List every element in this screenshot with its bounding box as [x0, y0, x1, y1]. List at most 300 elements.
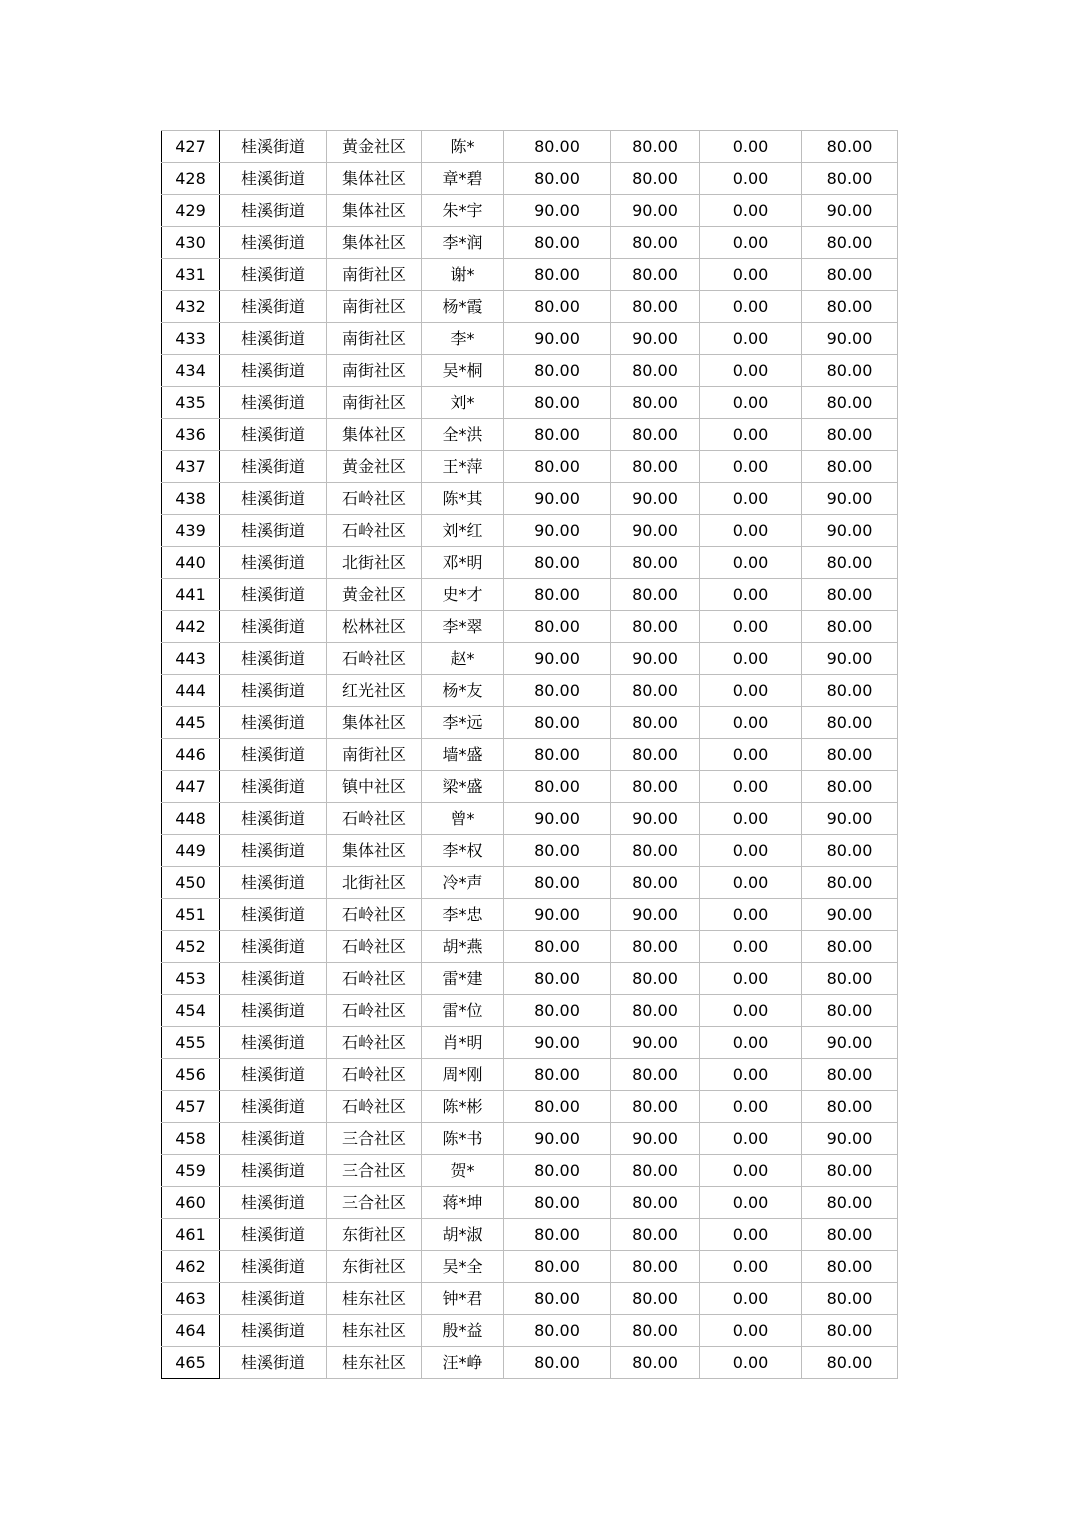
community-cell: 石岭社区 — [327, 995, 422, 1027]
row-number-cell: 437 — [162, 451, 220, 483]
street-cell: 桂溪街道 — [220, 163, 327, 195]
amount-cell: 90.00 — [802, 1123, 898, 1155]
amount-cell: 80.00 — [611, 867, 700, 899]
amount-cell: 80.00 — [611, 163, 700, 195]
amount-cell: 80.00 — [611, 1251, 700, 1283]
amount-cell: 90.00 — [802, 1027, 898, 1059]
amount-cell: 90.00 — [504, 195, 611, 227]
community-cell: 南街社区 — [327, 387, 422, 419]
table-row — [162, 515, 898, 547]
name-cell: 章*碧 — [422, 163, 504, 195]
name-cell: 李*润 — [422, 227, 504, 259]
amount-cell: 80.00 — [611, 963, 700, 995]
amount-cell: 80.00 — [802, 1059, 898, 1091]
amount-cell: 80.00 — [802, 1283, 898, 1315]
community-cell: 桂东社区 — [327, 1315, 422, 1347]
row-number-cell: 465 — [162, 1347, 220, 1379]
amount-cell: 80.00 — [504, 1059, 611, 1091]
amount-cell: 90.00 — [611, 483, 700, 515]
community-cell: 石岭社区 — [327, 1027, 422, 1059]
amount-cell: 80.00 — [802, 547, 898, 579]
community-cell: 北街社区 — [327, 867, 422, 899]
amount-cell: 80.00 — [802, 611, 898, 643]
amount-cell: 80.00 — [802, 867, 898, 899]
street-cell: 桂溪街道 — [220, 1315, 327, 1347]
amount-cell: 80.00 — [802, 1315, 898, 1347]
amount-cell: 90.00 — [611, 643, 700, 675]
amount-cell: 90.00 — [504, 483, 611, 515]
name-cell: 朱*宇 — [422, 195, 504, 227]
table-row — [162, 675, 898, 707]
row-number-cell: 434 — [162, 355, 220, 387]
street-cell: 桂溪街道 — [220, 739, 327, 771]
row-number-cell: 430 — [162, 227, 220, 259]
amount-cell: 0.00 — [700, 1123, 802, 1155]
community-cell: 石岭社区 — [327, 1091, 422, 1123]
street-cell: 桂溪街道 — [220, 1187, 327, 1219]
amount-cell: 80.00 — [802, 1187, 898, 1219]
amount-cell: 0.00 — [700, 259, 802, 291]
amount-cell: 90.00 — [802, 515, 898, 547]
table-row — [162, 771, 898, 803]
row-number-cell: 459 — [162, 1155, 220, 1187]
amount-cell: 80.00 — [802, 1091, 898, 1123]
amount-cell: 80.00 — [611, 419, 700, 451]
community-cell: 石岭社区 — [327, 1059, 422, 1091]
amount-cell: 0.00 — [700, 835, 802, 867]
table-row — [162, 1283, 898, 1315]
amount-cell: 0.00 — [700, 195, 802, 227]
row-number-cell: 458 — [162, 1123, 220, 1155]
street-cell: 桂溪街道 — [220, 931, 327, 963]
amount-cell: 80.00 — [611, 675, 700, 707]
row-number-cell: 435 — [162, 387, 220, 419]
amount-cell: 80.00 — [802, 419, 898, 451]
table-row — [162, 579, 898, 611]
row-number-cell: 439 — [162, 515, 220, 547]
community-cell: 集体社区 — [327, 707, 422, 739]
street-cell: 桂溪街道 — [220, 1347, 327, 1379]
row-number-cell: 453 — [162, 963, 220, 995]
street-cell: 桂溪街道 — [220, 1027, 327, 1059]
community-cell: 南街社区 — [327, 291, 422, 323]
name-cell: 冷*声 — [422, 867, 504, 899]
table-row — [162, 1315, 898, 1347]
name-cell: 刘* — [422, 387, 504, 419]
street-cell: 桂溪街道 — [220, 355, 327, 387]
amount-cell: 90.00 — [504, 1123, 611, 1155]
street-cell: 桂溪街道 — [220, 675, 327, 707]
street-cell: 桂溪街道 — [220, 771, 327, 803]
community-cell: 集体社区 — [327, 227, 422, 259]
community-cell: 镇中社区 — [327, 771, 422, 803]
amount-cell: 80.00 — [611, 995, 700, 1027]
amount-cell: 90.00 — [802, 803, 898, 835]
amount-cell: 80.00 — [504, 259, 611, 291]
amount-cell: 80.00 — [504, 707, 611, 739]
community-cell: 南街社区 — [327, 259, 422, 291]
row-number-cell: 442 — [162, 611, 220, 643]
name-cell: 陈*书 — [422, 1123, 504, 1155]
name-cell: 陈* — [422, 131, 504, 163]
amount-cell: 80.00 — [611, 1347, 700, 1379]
name-cell: 吴*桐 — [422, 355, 504, 387]
table-row — [162, 931, 898, 963]
name-cell: 吴*全 — [422, 1251, 504, 1283]
amount-cell: 0.00 — [700, 899, 802, 931]
name-cell: 陈*其 — [422, 483, 504, 515]
street-cell: 桂溪街道 — [220, 803, 327, 835]
amount-cell: 0.00 — [700, 739, 802, 771]
amount-cell: 80.00 — [802, 1155, 898, 1187]
name-cell: 周*刚 — [422, 1059, 504, 1091]
table-row — [162, 867, 898, 899]
amount-cell: 90.00 — [802, 323, 898, 355]
row-number-cell: 438 — [162, 483, 220, 515]
name-cell: 汪*峥 — [422, 1347, 504, 1379]
row-number-cell: 461 — [162, 1219, 220, 1251]
community-cell: 石岭社区 — [327, 931, 422, 963]
community-cell: 北街社区 — [327, 547, 422, 579]
table-row — [162, 1347, 898, 1379]
amount-cell: 0.00 — [700, 675, 802, 707]
table-row — [162, 291, 898, 323]
amount-cell: 0.00 — [700, 419, 802, 451]
amount-cell: 80.00 — [504, 675, 611, 707]
amount-cell: 0.00 — [700, 387, 802, 419]
amount-cell: 0.00 — [700, 1027, 802, 1059]
amount-cell: 80.00 — [802, 963, 898, 995]
amount-cell: 80.00 — [611, 579, 700, 611]
amount-cell: 80.00 — [611, 387, 700, 419]
amount-cell: 80.00 — [504, 1219, 611, 1251]
row-number-cell: 443 — [162, 643, 220, 675]
table-row — [162, 419, 898, 451]
table-row — [162, 1059, 898, 1091]
table-row — [162, 835, 898, 867]
street-cell: 桂溪街道 — [220, 195, 327, 227]
table-row — [162, 483, 898, 515]
community-cell: 集体社区 — [327, 419, 422, 451]
row-number-cell: 450 — [162, 867, 220, 899]
amount-cell: 80.00 — [802, 163, 898, 195]
amount-cell: 80.00 — [504, 1187, 611, 1219]
amount-cell: 80.00 — [802, 579, 898, 611]
community-cell: 三合社区 — [327, 1155, 422, 1187]
amount-cell: 0.00 — [700, 1155, 802, 1187]
row-number-cell: 463 — [162, 1283, 220, 1315]
row-number-cell: 428 — [162, 163, 220, 195]
community-cell: 黄金社区 — [327, 451, 422, 483]
amount-cell: 80.00 — [611, 259, 700, 291]
amount-cell: 80.00 — [802, 835, 898, 867]
table-body — [162, 131, 898, 1379]
amount-cell: 80.00 — [802, 451, 898, 483]
community-cell: 石岭社区 — [327, 899, 422, 931]
amount-cell: 80.00 — [611, 707, 700, 739]
amount-cell: 90.00 — [611, 195, 700, 227]
community-cell: 集体社区 — [327, 163, 422, 195]
community-cell: 石岭社区 — [327, 515, 422, 547]
name-cell: 曾* — [422, 803, 504, 835]
name-cell: 王*萍 — [422, 451, 504, 483]
amount-cell: 0.00 — [700, 1283, 802, 1315]
amount-cell: 80.00 — [611, 1187, 700, 1219]
amount-cell: 80.00 — [611, 1315, 700, 1347]
name-cell: 谢* — [422, 259, 504, 291]
table-row — [162, 611, 898, 643]
row-number-cell: 427 — [162, 131, 220, 163]
amount-cell: 80.00 — [802, 131, 898, 163]
amount-cell: 0.00 — [700, 323, 802, 355]
amount-cell: 80.00 — [504, 419, 611, 451]
amount-cell: 80.00 — [802, 355, 898, 387]
row-number-cell: 441 — [162, 579, 220, 611]
street-cell: 桂溪街道 — [220, 835, 327, 867]
amount-cell: 90.00 — [611, 515, 700, 547]
name-cell: 梁*盛 — [422, 771, 504, 803]
street-cell: 桂溪街道 — [220, 611, 327, 643]
amount-cell: 0.00 — [700, 1315, 802, 1347]
table-row — [162, 227, 898, 259]
amount-cell: 0.00 — [700, 963, 802, 995]
row-number-cell: 462 — [162, 1251, 220, 1283]
community-cell: 松林社区 — [327, 611, 422, 643]
amount-cell: 80.00 — [504, 963, 611, 995]
amount-cell: 90.00 — [504, 323, 611, 355]
amount-cell: 0.00 — [700, 163, 802, 195]
amount-cell: 90.00 — [504, 1027, 611, 1059]
table-row — [162, 739, 898, 771]
row-number-cell: 455 — [162, 1027, 220, 1059]
name-cell: 胡*燕 — [422, 931, 504, 963]
amount-cell: 80.00 — [504, 931, 611, 963]
amount-cell: 90.00 — [802, 483, 898, 515]
street-cell: 桂溪街道 — [220, 963, 327, 995]
street-cell: 桂溪街道 — [220, 1123, 327, 1155]
amount-cell: 0.00 — [700, 995, 802, 1027]
amount-cell: 80.00 — [611, 131, 700, 163]
name-cell: 全*洪 — [422, 419, 504, 451]
street-cell: 桂溪街道 — [220, 483, 327, 515]
community-cell: 南街社区 — [327, 739, 422, 771]
table-row — [162, 803, 898, 835]
name-cell: 李*忠 — [422, 899, 504, 931]
amount-cell: 90.00 — [504, 803, 611, 835]
amount-cell: 90.00 — [802, 643, 898, 675]
amount-cell: 80.00 — [504, 579, 611, 611]
amount-cell: 80.00 — [611, 227, 700, 259]
community-cell: 石岭社区 — [327, 483, 422, 515]
table-row — [162, 1251, 898, 1283]
street-cell: 桂溪街道 — [220, 707, 327, 739]
community-cell: 集体社区 — [327, 835, 422, 867]
amount-cell: 80.00 — [802, 259, 898, 291]
amount-cell: 80.00 — [802, 995, 898, 1027]
amount-cell: 80.00 — [504, 771, 611, 803]
street-cell: 桂溪街道 — [220, 131, 327, 163]
street-cell: 桂溪街道 — [220, 867, 327, 899]
amount-cell: 80.00 — [504, 1347, 611, 1379]
table-row — [162, 1091, 898, 1123]
table-row — [162, 1187, 898, 1219]
amount-cell: 0.00 — [700, 643, 802, 675]
amount-cell: 90.00 — [802, 195, 898, 227]
street-cell: 桂溪街道 — [220, 387, 327, 419]
amount-cell: 90.00 — [504, 643, 611, 675]
data-table — [161, 130, 898, 1379]
row-number-cell: 447 — [162, 771, 220, 803]
table-row — [162, 899, 898, 931]
amount-cell: 0.00 — [700, 707, 802, 739]
community-cell: 桂东社区 — [327, 1347, 422, 1379]
row-number-cell: 448 — [162, 803, 220, 835]
amount-cell: 80.00 — [802, 227, 898, 259]
amount-cell: 80.00 — [504, 451, 611, 483]
table-row — [162, 387, 898, 419]
row-number-cell: 446 — [162, 739, 220, 771]
amount-cell: 0.00 — [700, 547, 802, 579]
community-cell: 三合社区 — [327, 1187, 422, 1219]
amount-cell: 80.00 — [802, 1347, 898, 1379]
row-number-cell: 451 — [162, 899, 220, 931]
amount-cell: 80.00 — [611, 611, 700, 643]
street-cell: 桂溪街道 — [220, 1059, 327, 1091]
name-cell: 殷*益 — [422, 1315, 504, 1347]
table-row — [162, 995, 898, 1027]
table-row — [162, 323, 898, 355]
community-cell: 黄金社区 — [327, 579, 422, 611]
amount-cell: 80.00 — [611, 291, 700, 323]
community-cell: 东街社区 — [327, 1251, 422, 1283]
amount-cell: 80.00 — [611, 1219, 700, 1251]
amount-cell: 0.00 — [700, 483, 802, 515]
row-number-cell: 431 — [162, 259, 220, 291]
amount-cell: 0.00 — [700, 451, 802, 483]
community-cell: 集体社区 — [327, 195, 422, 227]
amount-cell: 0.00 — [700, 611, 802, 643]
name-cell: 赵* — [422, 643, 504, 675]
amount-cell: 80.00 — [802, 739, 898, 771]
amount-cell: 80.00 — [504, 291, 611, 323]
street-cell: 桂溪街道 — [220, 1283, 327, 1315]
row-number-cell: 460 — [162, 1187, 220, 1219]
amount-cell: 80.00 — [611, 1155, 700, 1187]
table-row — [162, 259, 898, 291]
amount-cell: 90.00 — [504, 515, 611, 547]
row-number-cell: 432 — [162, 291, 220, 323]
amount-cell: 0.00 — [700, 131, 802, 163]
name-cell: 杨*霞 — [422, 291, 504, 323]
amount-cell: 80.00 — [611, 771, 700, 803]
amount-cell: 80.00 — [504, 739, 611, 771]
amount-cell: 80.00 — [611, 931, 700, 963]
amount-cell: 0.00 — [700, 771, 802, 803]
name-cell: 邓*明 — [422, 547, 504, 579]
row-number-cell: 456 — [162, 1059, 220, 1091]
table-row — [162, 1155, 898, 1187]
amount-cell: 80.00 — [611, 1283, 700, 1315]
name-cell: 李*远 — [422, 707, 504, 739]
name-cell: 雷*建 — [422, 963, 504, 995]
amount-cell: 80.00 — [504, 355, 611, 387]
table-row — [162, 707, 898, 739]
amount-cell: 80.00 — [802, 931, 898, 963]
amount-cell: 80.00 — [802, 1219, 898, 1251]
name-cell: 李* — [422, 323, 504, 355]
street-cell: 桂溪街道 — [220, 227, 327, 259]
street-cell: 桂溪街道 — [220, 1219, 327, 1251]
community-cell: 东街社区 — [327, 1219, 422, 1251]
name-cell: 陈*彬 — [422, 1091, 504, 1123]
name-cell: 史*才 — [422, 579, 504, 611]
name-cell: 钟*君 — [422, 1283, 504, 1315]
row-number-cell: 464 — [162, 1315, 220, 1347]
amount-cell: 80.00 — [504, 867, 611, 899]
amount-cell: 0.00 — [700, 355, 802, 387]
amount-cell: 80.00 — [802, 675, 898, 707]
row-number-cell: 452 — [162, 931, 220, 963]
amount-cell: 80.00 — [802, 771, 898, 803]
amount-cell: 80.00 — [504, 1155, 611, 1187]
amount-cell: 80.00 — [504, 547, 611, 579]
street-cell: 桂溪街道 — [220, 547, 327, 579]
amount-cell: 80.00 — [504, 1091, 611, 1123]
amount-cell: 90.00 — [611, 323, 700, 355]
amount-cell: 90.00 — [611, 803, 700, 835]
amount-cell: 0.00 — [700, 1219, 802, 1251]
row-number-cell: 429 — [162, 195, 220, 227]
row-number-cell: 440 — [162, 547, 220, 579]
amount-cell: 90.00 — [611, 1123, 700, 1155]
community-cell: 石岭社区 — [327, 963, 422, 995]
amount-cell: 0.00 — [700, 515, 802, 547]
table-row — [162, 547, 898, 579]
amount-cell: 80.00 — [611, 355, 700, 387]
amount-cell: 80.00 — [504, 131, 611, 163]
street-cell: 桂溪街道 — [220, 579, 327, 611]
row-number-cell: 449 — [162, 835, 220, 867]
amount-cell: 80.00 — [504, 1315, 611, 1347]
street-cell: 桂溪街道 — [220, 451, 327, 483]
amount-cell: 80.00 — [504, 1283, 611, 1315]
amount-cell: 90.00 — [611, 1027, 700, 1059]
amount-cell: 0.00 — [700, 227, 802, 259]
row-number-cell: 445 — [162, 707, 220, 739]
amount-cell: 90.00 — [802, 899, 898, 931]
row-number-cell: 433 — [162, 323, 220, 355]
street-cell: 桂溪街道 — [220, 899, 327, 931]
table-row — [162, 131, 898, 163]
amount-cell: 80.00 — [802, 387, 898, 419]
amount-cell: 80.00 — [504, 835, 611, 867]
street-cell: 桂溪街道 — [220, 323, 327, 355]
table-row — [162, 195, 898, 227]
amount-cell: 0.00 — [700, 1251, 802, 1283]
street-cell: 桂溪街道 — [220, 1091, 327, 1123]
table-row — [162, 1027, 898, 1059]
amount-cell: 0.00 — [700, 867, 802, 899]
street-cell: 桂溪街道 — [220, 515, 327, 547]
row-number-cell: 457 — [162, 1091, 220, 1123]
community-cell: 南街社区 — [327, 323, 422, 355]
name-cell: 蒋*坤 — [422, 1187, 504, 1219]
table-row — [162, 643, 898, 675]
amount-cell: 90.00 — [504, 899, 611, 931]
name-cell: 墙*盛 — [422, 739, 504, 771]
street-cell: 桂溪街道 — [220, 1155, 327, 1187]
community-cell: 黄金社区 — [327, 131, 422, 163]
